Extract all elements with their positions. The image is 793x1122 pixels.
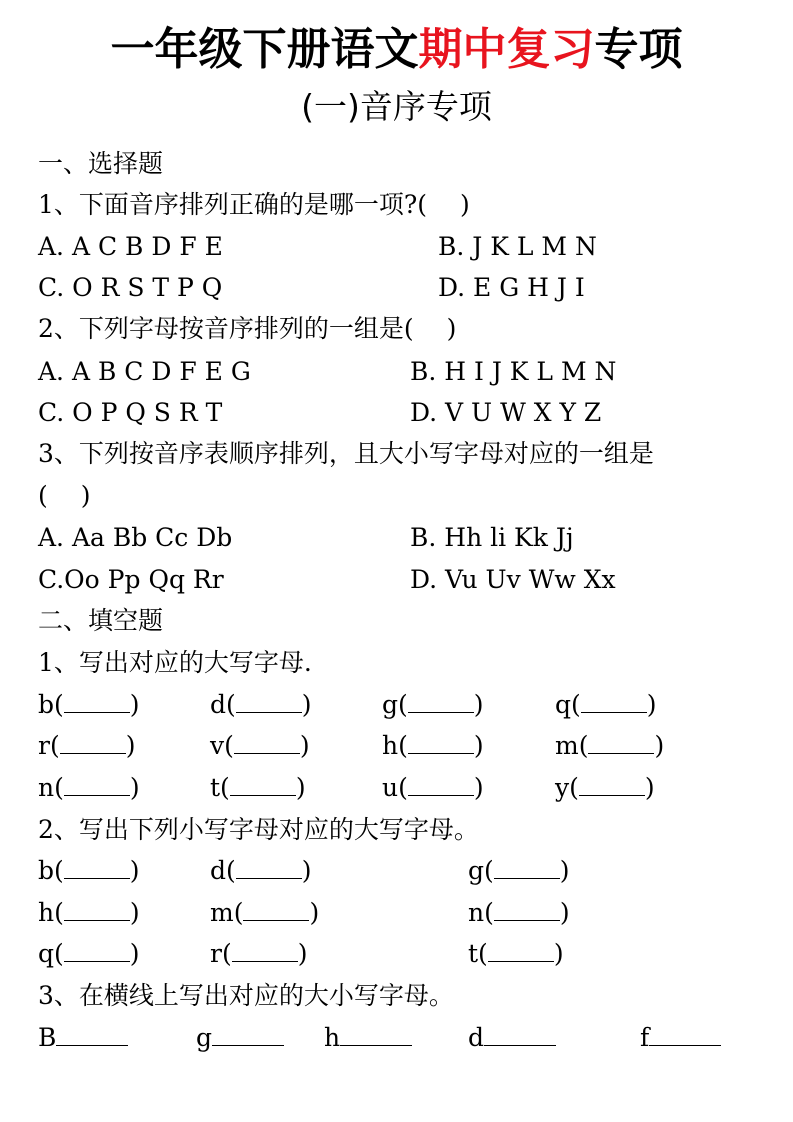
- open-paren: (: [578, 731, 589, 760]
- letter-label: h: [38, 898, 55, 927]
- q1-stem: 1、下面音序排列正确的是哪一项?( ): [38, 190, 470, 219]
- open-paren: (: [398, 731, 408, 760]
- fill-q1-cell: [210, 728, 310, 764]
- answer-blank[interactable]: [234, 731, 300, 754]
- q3-option-d: D. Vu Uv Ww Xx: [410, 565, 616, 594]
- q2-option-c: C. O P Q S R T: [38, 398, 223, 427]
- fill-q2-cell: [210, 936, 307, 972]
- close-paren: ): [473, 690, 484, 719]
- answer-blank[interactable]: [64, 939, 130, 962]
- letter-label: t: [468, 939, 479, 968]
- open-paren: (: [569, 773, 579, 802]
- letter-label: u: [382, 773, 399, 802]
- open-paren: (: [54, 939, 64, 968]
- letter-label: d: [468, 1023, 485, 1052]
- title-highlight: 期中复习: [418, 24, 595, 75]
- letter-label: d: [210, 690, 227, 719]
- fill-q1-cell: [210, 687, 312, 723]
- close-paren: ): [125, 731, 136, 760]
- open-paren: (: [484, 898, 494, 927]
- title-part3: 专项: [594, 24, 683, 75]
- title-part1: 一年级下册语文: [110, 24, 419, 75]
- answer-line[interactable]: [212, 1023, 284, 1046]
- q2-option-b: B. H I J K L M N: [410, 357, 617, 386]
- letter-label: t: [210, 773, 221, 802]
- open-paren: (: [220, 773, 230, 802]
- letter-label: y: [555, 773, 570, 802]
- fill-q2-cell: [38, 853, 140, 889]
- fill-q1-cell: [382, 687, 484, 723]
- close-paren: ): [473, 773, 484, 802]
- section2-heading: 二、填空题: [38, 606, 164, 635]
- q1-option-b: B. J K L M N: [438, 232, 597, 261]
- close-paren: ): [129, 856, 140, 885]
- fill-q2-cell: [210, 895, 319, 931]
- open-paren: (: [221, 939, 232, 968]
- close-paren: ): [301, 856, 312, 885]
- q3-option-b: B. Hh li Kk Jj: [410, 523, 574, 552]
- fill-q2-cell: [38, 895, 140, 931]
- open-paren: (: [484, 856, 494, 885]
- close-paren: ): [129, 690, 140, 719]
- close-paren: ): [295, 773, 306, 802]
- answer-blank[interactable]: [579, 773, 645, 796]
- close-paren: ): [129, 939, 140, 968]
- close-paren: ): [129, 773, 140, 802]
- q2-option-a: A. A B C D F E G: [38, 357, 251, 386]
- letter-label: q: [38, 939, 55, 968]
- fill-q2-cell: [38, 936, 140, 972]
- open-paren: (: [571, 690, 581, 719]
- q2-stem: 2、下列字母按音序排列的一组是( ): [38, 314, 457, 343]
- q3-stem: 3、下列按音序表顺序排列，且大小写字母对应的一组是: [38, 439, 654, 468]
- close-paren: ): [559, 898, 570, 927]
- open-paren: (: [54, 773, 64, 802]
- letter-label: m: [210, 898, 234, 927]
- letter-label: q: [555, 690, 572, 719]
- fill-q1-cell: [38, 687, 140, 723]
- page-subtitle: (一)音序专项: [301, 87, 492, 126]
- answer-blank[interactable]: [236, 690, 302, 713]
- letter-label: h: [382, 731, 399, 760]
- fill-q3-item: [640, 1020, 721, 1056]
- answer-blank[interactable]: [408, 690, 474, 713]
- q3-option-c: C.Oo Pp Qq Rr: [38, 565, 224, 594]
- answer-blank[interactable]: [64, 856, 130, 879]
- letter-label: m: [555, 731, 579, 760]
- answer-blank[interactable]: [494, 898, 560, 921]
- fill-q1-cell: [555, 728, 664, 764]
- answer-line[interactable]: [649, 1023, 721, 1046]
- close-paren: ): [129, 898, 140, 927]
- fill-q1-cell: [38, 770, 140, 806]
- letter-label: r: [210, 939, 222, 968]
- close-paren: ): [646, 690, 657, 719]
- fill-q2-cell: [468, 853, 570, 889]
- close-paren: ): [299, 731, 310, 760]
- open-paren: (: [398, 690, 408, 719]
- page-title: [0, 22, 793, 78]
- fill-q2-stem: 2、写出下列小写字母对应的大写字母。: [38, 815, 479, 844]
- fill-q1-cell: [210, 770, 306, 806]
- fill-q3-item: [468, 1020, 556, 1056]
- letter-label: g: [382, 690, 399, 719]
- answer-line[interactable]: [484, 1023, 556, 1046]
- open-paren: (: [233, 898, 244, 927]
- answer-blank[interactable]: [230, 773, 296, 796]
- letter-label: d: [210, 856, 227, 885]
- answer-line[interactable]: [56, 1023, 128, 1046]
- fill-q2-cell: [468, 936, 564, 972]
- answer-blank[interactable]: [588, 731, 654, 754]
- fill-q1-cell: [382, 770, 484, 806]
- answer-blank[interactable]: [243, 898, 309, 921]
- letter-label: n: [38, 773, 55, 802]
- answer-line[interactable]: [340, 1023, 412, 1046]
- answer-blank[interactable]: [64, 898, 130, 921]
- close-paren: ): [473, 731, 484, 760]
- answer-blank[interactable]: [408, 731, 474, 754]
- fill-q3-item: [324, 1020, 412, 1056]
- open-paren: (: [478, 939, 488, 968]
- open-paren: (: [54, 690, 64, 719]
- answer-blank[interactable]: [488, 939, 554, 962]
- open-paren: (: [49, 731, 60, 760]
- close-paren: ): [644, 773, 655, 802]
- fill-q3-stem: 3、在横线上写出对应的大小写字母。: [38, 981, 454, 1010]
- open-paren: (: [224, 731, 234, 760]
- open-paren: (: [398, 773, 408, 802]
- open-paren: (: [226, 856, 236, 885]
- open-paren: (: [226, 690, 236, 719]
- q1-option-c: C. O R S T P Q: [38, 273, 223, 302]
- close-paren: ): [297, 939, 308, 968]
- letter-label: h: [324, 1023, 341, 1052]
- answer-blank[interactable]: [60, 731, 126, 754]
- q3-stem-cont: ( ): [38, 481, 91, 510]
- letter-label: B: [38, 1023, 57, 1052]
- letter-label: f: [640, 1023, 650, 1052]
- answer-blank[interactable]: [494, 856, 560, 879]
- close-paren: ): [654, 731, 665, 760]
- answer-blank[interactable]: [408, 773, 474, 796]
- fill-q1-cell: [555, 770, 655, 806]
- section1-heading: 一、选择题: [38, 149, 164, 178]
- q1-option-d: D. E G H J I: [438, 273, 585, 302]
- close-paren: ): [553, 939, 564, 968]
- letter-label: b: [38, 690, 55, 719]
- fill-q1-cell: [382, 728, 484, 764]
- open-paren: (: [54, 898, 64, 927]
- letter-label: b: [38, 856, 55, 885]
- open-paren: (: [54, 856, 64, 885]
- answer-blank[interactable]: [232, 939, 298, 962]
- fill-q3-item: [196, 1020, 284, 1056]
- fill-q1-cell: [555, 687, 657, 723]
- close-paren: ): [309, 898, 320, 927]
- q3-option-a: A. Aa Bb Cc Db: [38, 523, 233, 552]
- fill-q2-cell: [468, 895, 570, 931]
- letter-label: v: [210, 731, 225, 760]
- q2-option-d: D. V U W X Y Z: [410, 398, 602, 427]
- answer-blank[interactable]: [236, 856, 302, 879]
- close-paren: ): [301, 690, 312, 719]
- fill-q3-item: [38, 1020, 128, 1056]
- letter-label: g: [196, 1023, 213, 1052]
- fill-q1-stem: 1、写出对应的大写字母.: [38, 648, 312, 677]
- fill-q2-cell: [210, 853, 312, 889]
- fill-q1-cell: [38, 728, 135, 764]
- q1-option-a: A. A C B D F E: [38, 232, 223, 261]
- letter-label: g: [468, 856, 485, 885]
- letter-label: n: [468, 898, 485, 927]
- answer-blank[interactable]: [64, 690, 130, 713]
- answer-blank[interactable]: [581, 690, 647, 713]
- letter-label: r: [38, 731, 50, 760]
- answer-blank[interactable]: [64, 773, 130, 796]
- close-paren: ): [559, 856, 570, 885]
